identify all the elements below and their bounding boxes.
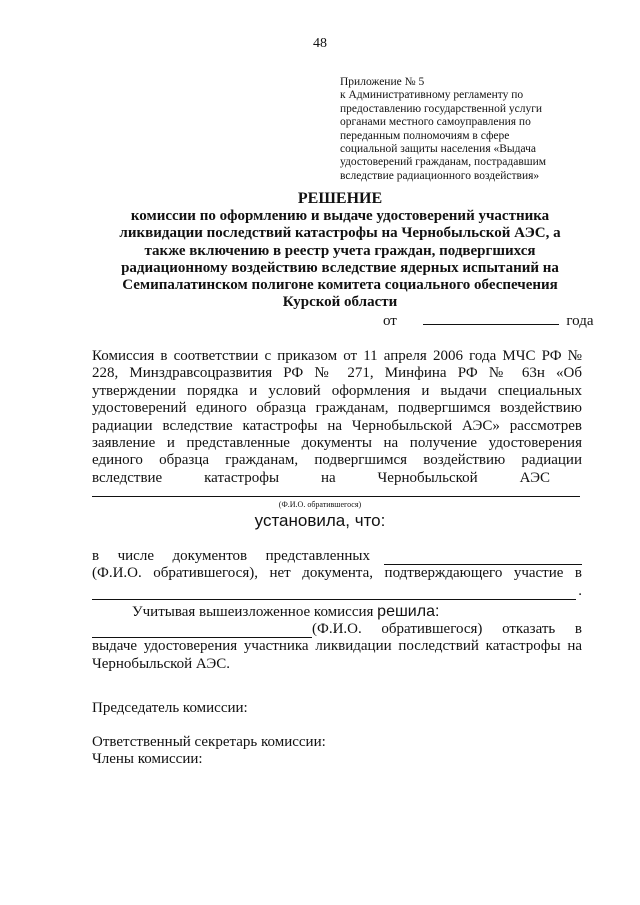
decision-text: (Ф.И.О. обратившегося) отказать в [312,621,582,637]
title-line: ликвидации последствий катастрофы на Чернобыльской АЭС, а [119,225,561,242]
decision-keyword: решила: [377,603,440,620]
appendix-line: социальной защиты населения «Выдача [340,143,537,156]
date-line [383,312,594,330]
documents-line-3 [92,583,582,600]
paragraph-line: удостоверений единого образца гражданам, подвергшимся воздействию [92,400,582,417]
appendix-line: Приложение № 5 [340,76,425,88]
paragraph-line: единого образца гражданам, подвергшимся воздействию радиации [92,452,582,469]
title-line: также включению в реестр учета граждан, подвергшихся [144,242,536,259]
documents-text: в числе документов представленных [92,548,370,564]
fio-caption: (Ф.И.О. обратившегося) [278,500,362,509]
decision-line-3: выдаче удостоверения участника ликвидации последствий катастрофы на [92,638,582,655]
appendix-note [340,76,580,183]
appendix-line: органами местного самоуправления по [340,116,531,129]
title-line: радиационному воздействию вследствие ядерных испытаний на [121,259,559,276]
paragraph-line: радиации вследствие катастрофы на Чернобыльской АЭС» рассмотрев [92,417,582,434]
appendix-line: переданным полномочиям в сфере [340,129,510,142]
paragraph-line: Комиссия в соответствии с приказом от 11 апреля 2006 года МЧС РФ № [92,348,582,364]
paragraph-line: вследствие катастрофы на Чернобыльской АЭС [92,469,550,486]
title-line: комиссии по оформлению и выдаче удостоверений участника [130,208,550,225]
date-suffix: года [566,313,594,329]
paragraph-line: утверждении порядка и условий оформления и выдачи специальных [92,382,582,399]
paragraph-line: 228, Минздравсоцразвития РФ № 271, Минфина РФ № 63н «Об [92,365,582,382]
documents-line-2: (Ф.И.О. обратившегося), нет документа, подтверждающего участие в [92,565,582,582]
members-signature: Члены комиссии: [92,751,203,767]
title-line: Курской области [282,294,398,311]
decision-blank[interactable] [92,625,312,638]
paragraph-documents [92,548,582,600]
paragraph-line: заявление и представленные документы на получение удостоверения [92,434,582,451]
documents-line [92,548,582,565]
date-prefix: от [383,313,397,329]
documents-blank[interactable] [384,552,582,565]
document-title [90,190,590,311]
secretary-signature: Ответственный секретарь комиссии: [92,734,326,750]
decision-line-2 [92,621,582,638]
chairman-signature: Председатель комиссии: [92,700,248,716]
page-number: 48 [313,36,327,51]
appendix-line: удостоверений гражданам, пострадавшим [340,156,547,169]
date-blank[interactable] [423,312,559,325]
participation-blank[interactable] [92,587,576,600]
paragraph-commission [92,348,582,487]
established-heading: установила, что: [254,511,386,530]
title-heading: РЕШЕНИЕ [297,190,383,207]
decision-prefix: Учитывая вышеизложенное комиссия [132,604,374,620]
title-line: Семипалатинском полигоне комитета социального обеспечения [122,277,558,294]
appendix-line: вследствие радиационного воздействия» [340,169,540,182]
period-mark: . [578,582,582,599]
appendix-line: к Административному регламенту по [340,89,524,102]
decision-lead [132,603,439,621]
paragraph-decision [92,621,582,673]
fio-blank-line[interactable] [92,496,580,497]
decision-line-4: Чернобыльской АЭС. [92,655,231,672]
appendix-line: предоставлению государственной услуги [340,102,543,115]
